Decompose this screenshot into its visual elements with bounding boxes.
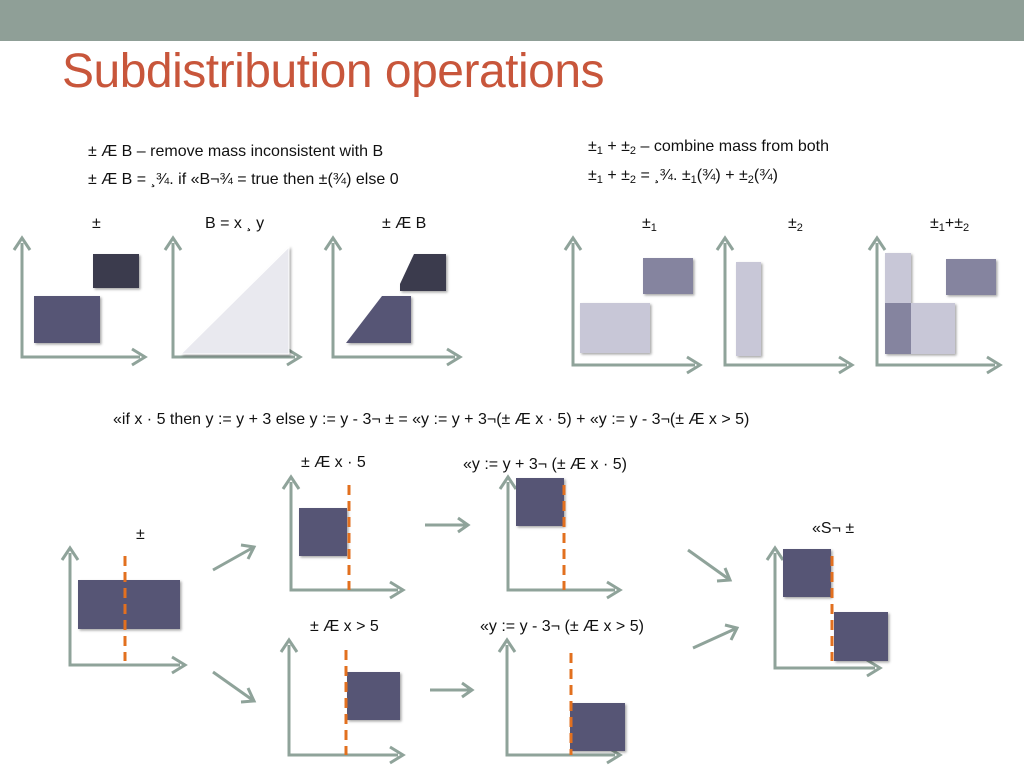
sum-upper-right [946,259,996,295]
result-mass-upper [783,549,831,597]
label-bottom-mu: ± [136,526,145,543]
flow-arrow-gt5-to-minus3 [430,683,472,697]
result-mass-lower [834,612,888,661]
mu-and-b-upper [400,254,446,291]
label-mu-le5: ± Æ x · 5 [301,454,366,471]
mu1-mass-upper [643,258,693,294]
label-mu1-plus-mu2: $\pm_1+\pm_2$ [930,215,970,234]
restrict-definition-line1: ± Æ B – remove mass inconsistent with B [88,143,384,160]
restrict-definition-line2: ± Æ B = ¸¾. if «B¬¾ = true then ±(¾) else 0 [88,171,399,188]
flow-arrow-plus3-to-result [688,550,730,581]
bottom-mu-mass [78,580,180,629]
label-b-definition: B = x ¸ y [205,215,265,232]
example-equation: «if x · 5 then y := y + 3 else y := y - 3¬ ± = «y := y + 3¬(± Æ x · 5) + «y := y - 3¬(± Æ x > 5) [113,411,750,428]
minus3-mass [570,703,625,751]
label-mu-and-b: ± Æ B [382,215,427,232]
flow-arrow-le5-to-plus3 [425,518,468,532]
mu2-mass [736,262,761,356]
sum-column-top [885,253,911,303]
le5-mass [299,508,347,556]
combine-definition-line2: $\pm_1 + \pm_2$ = ¸¾. $\pm_1(\frac{3}{4})$ + $\pm_2(\frac{3}{4})$ [588,167,778,186]
label-mu: ± [92,215,101,232]
region-b [181,247,289,354]
label-y-plus3: «y := y + 3¬ (± Æ x · 5) [463,456,627,473]
combine-definition-line1: $\pm_1 + \pm_2$ – combine mass from both [588,138,830,157]
mu1-mass-lower [580,303,650,353]
flow-arrow-to-gt5 [213,672,254,702]
label-mu-gt5: ± Æ x > 5 [310,618,379,635]
sum-masses [885,253,996,354]
mu-and-b-lower [346,296,411,343]
flow-arrow-to-le5 [213,545,254,570]
mu-mass-upper [93,254,139,288]
label-mu2: $\pm_2$ [788,215,803,234]
label-result: «S¬ ± [812,520,855,537]
sum-overlap [885,303,911,354]
plus3-mass [516,478,564,526]
slide-title: Subdistribution operations [62,45,605,98]
sum-lower-right [911,303,955,354]
mu-mass-lower [34,296,100,343]
label-mu1: $\pm_1$ [642,215,657,234]
gt5-mass [347,672,400,720]
flow-arrow-minus3-to-result [693,625,737,648]
label-y-minus3: «y := y - 3¬ (± Æ x > 5) [480,618,644,635]
